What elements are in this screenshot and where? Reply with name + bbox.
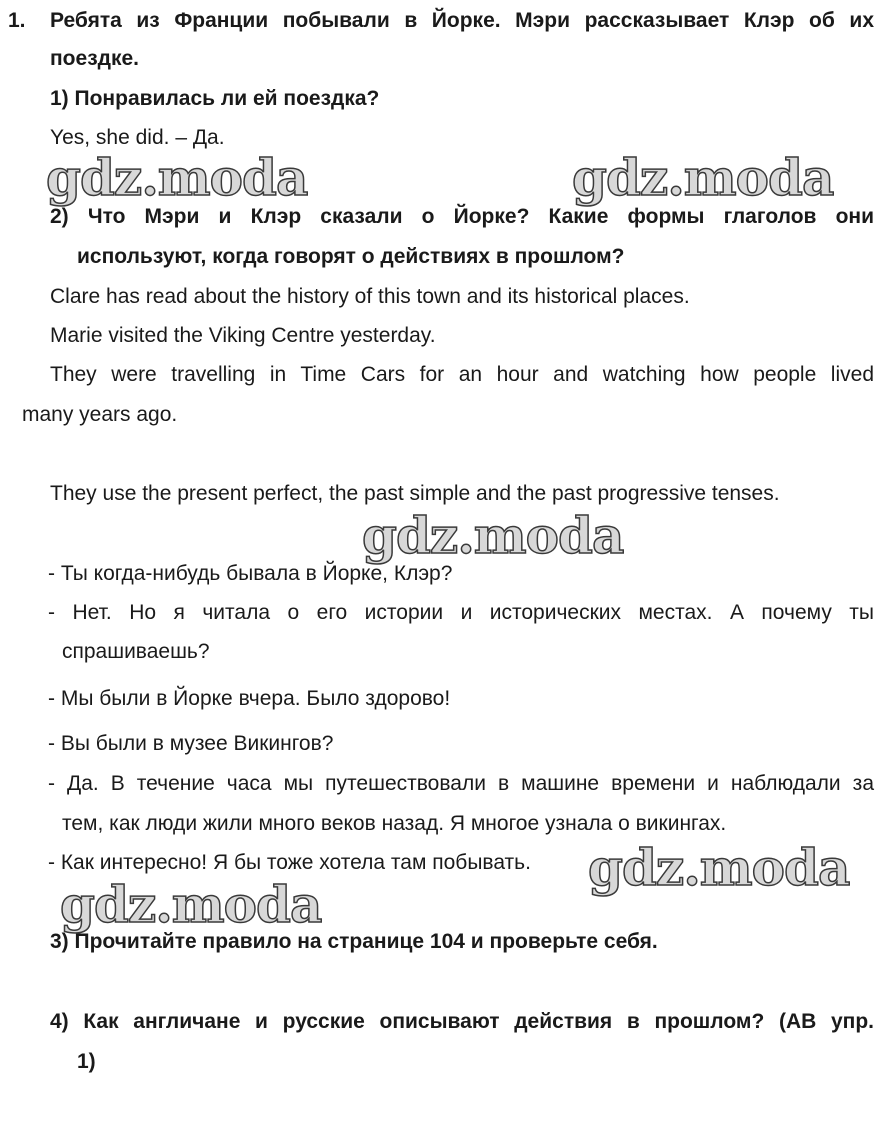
task-title-line-1: Ребята из Франции побывали в Йорке. Мэри рассказывает Клэр об их: [50, 9, 874, 32]
dialogue-line-5: - Да. В течение часа мы путешествовали в машине времени и наблюдали за: [48, 772, 874, 795]
answer-1: Yes, she did. – Да.: [50, 126, 225, 149]
watermark-logo: gdz.moda: [60, 875, 322, 934]
dialogue-line-2: - Нет. Но я читала о его истории и исторических местах. А почему ты: [48, 601, 874, 624]
dialogue-line-5-cont: тем, как люди жили много веков назад. Я многое узнала о викингах.: [62, 812, 727, 835]
question-4-line-1: 4) Как англичане и русские описывают действия в прошлом? (АВ упр.: [50, 1010, 874, 1033]
dialogue-line-4: - Вы были в музее Викингов?: [48, 732, 334, 755]
watermark-logo: gdz.moda: [588, 838, 850, 897]
answer-2-sentence-1: Clare has read about the history of this town and its historical places.: [50, 285, 690, 308]
question-2-line-2: используют, когда говорят о действиях в прошлом?: [77, 245, 625, 268]
dialogue-line-1: - Ты когда-нибудь бывала в Йорке, Клэр?: [48, 562, 453, 585]
watermark-logo: gdz.moda: [572, 148, 834, 207]
watermark-logo: gdz.moda: [46, 148, 308, 207]
dialogue-line-3: - Мы были в Йорке вчера. Было здорово!: [48, 687, 451, 710]
dialogue-line-6: - Как интересно! Я бы тоже хотела там побывать.: [48, 851, 531, 874]
question-2-line-1: 2) Что Мэри и Клэр сказали о Йорке? Какие формы глаголов они: [50, 205, 874, 228]
answer-2-sentence-2: Marie visited the Viking Centre yesterday.: [50, 324, 436, 347]
task-title-line-2: поездке.: [50, 47, 139, 70]
question-4-line-2: 1): [77, 1050, 96, 1073]
watermark-logo: gdz.moda: [362, 506, 624, 565]
question-3: 3) Прочитайте правило на странице 104 и проверьте себя.: [50, 930, 658, 953]
answer-2-summary: They use the present perfect, the past simple and the past progressive tenses.: [50, 482, 780, 505]
dialogue-line-2-cont: спрашиваешь?: [62, 640, 210, 663]
task-number: 1.: [8, 9, 26, 32]
answer-2-sentence-3: They were travelling in Time Cars for an hour and watching how people lived: [50, 363, 874, 386]
question-1: 1) Понравилась ли ей поездка?: [50, 87, 380, 110]
answer-2-sentence-3-cont: many years ago.: [22, 403, 178, 426]
